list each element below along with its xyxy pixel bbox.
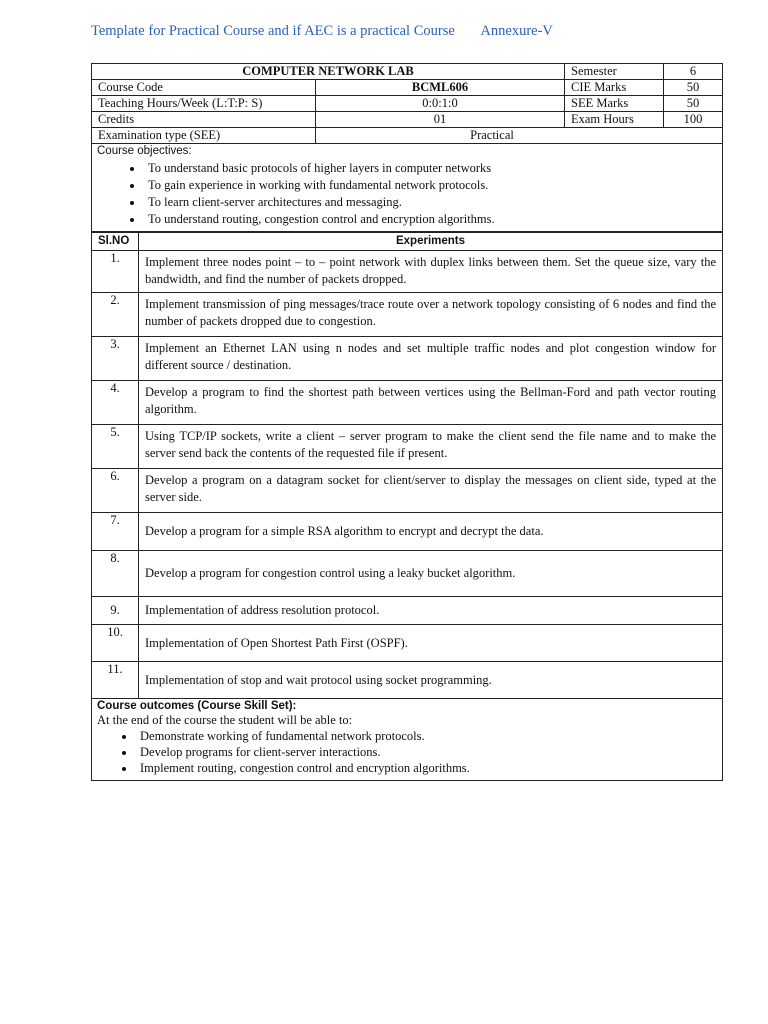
- annexure-label: Annexure-V: [480, 23, 553, 39]
- row-number: 1.: [92, 251, 139, 293]
- course-code-value: BCML606: [316, 80, 565, 96]
- course-code-label: Course Code: [92, 80, 316, 96]
- see-marks-value: 50: [664, 96, 723, 112]
- see-marks-label: SEE Marks: [565, 96, 664, 112]
- outcomes-list: [92, 728, 722, 776]
- outcomes-title: Course outcomes (Course Skill Set):: [97, 700, 297, 712]
- template-title: Template for Practical Course and if AEC is a practical Course: [91, 23, 455, 39]
- row-number: 5.: [92, 425, 139, 469]
- exam-type-label: Examination type (SEE): [92, 128, 316, 144]
- experiments-table: [91, 232, 723, 699]
- table-row: [92, 293, 723, 337]
- cie-marks-value: 50: [664, 80, 723, 96]
- table-row: [92, 625, 723, 662]
- objectives-list: [92, 160, 722, 228]
- experiment-text: Implementation of stop and wait protocol using socket programming.: [139, 662, 723, 699]
- row-number: 9.: [92, 597, 139, 625]
- row-number: 11.: [92, 662, 139, 699]
- outcomes-intro: At the end of the course the student will be able to:: [97, 713, 353, 727]
- table-row: [92, 425, 723, 469]
- exam-type-value: Practical: [316, 128, 723, 144]
- semester-value: 6: [664, 64, 723, 80]
- row-number: 10.: [92, 625, 139, 662]
- outcome-item: • Develop programs for client-server interactions.: [136, 744, 722, 760]
- table-row: [92, 662, 723, 699]
- outcome-item: • Implement routing, congestion control and encryption algorithms.: [136, 760, 722, 776]
- experiments-header: Experiments: [139, 233, 723, 251]
- experiment-text: Implementation of address resolution protocol.: [139, 597, 723, 625]
- teaching-hours-value: 0:0:1:0: [316, 96, 565, 112]
- teaching-hours-label: Teaching Hours/Week (L:T:P: S): [92, 96, 316, 112]
- objective-item: • To learn client-server architectures and messaging.: [144, 194, 722, 211]
- table-row: [92, 551, 723, 597]
- course-info-table: [91, 63, 723, 144]
- table-row: [92, 337, 723, 381]
- experiment-text: Using TCP/IP sockets, write a client – server program to make the client send the file name and to make the server send back the contents of the requested file if present.: [139, 425, 723, 469]
- table-row: [92, 513, 723, 551]
- credits-label: Credits: [92, 112, 316, 128]
- row-number: 7.: [92, 513, 139, 551]
- semester-label: Semester: [565, 64, 664, 80]
- row-number: 2.: [92, 293, 139, 337]
- course-outcomes: [91, 698, 723, 781]
- sno-header: Sl.NO: [92, 233, 139, 251]
- row-number: 3.: [92, 337, 139, 381]
- exam-hours-label: Exam Hours: [565, 112, 664, 128]
- table-row: [92, 251, 723, 293]
- experiment-text: Develop a program for congestion control using a leaky bucket algorithm.: [139, 551, 723, 597]
- table-row: [92, 381, 723, 425]
- experiment-text: Develop a program to find the shortest path between vertices using the Bellman-Ford and path vector routing algorithm.: [139, 381, 723, 425]
- experiment-text: Implementation of Open Shortest Path First (OSPF).: [139, 625, 723, 662]
- exam-hours-value: 100: [664, 112, 723, 128]
- table-row: [92, 597, 723, 625]
- credits-value: 01: [316, 112, 565, 128]
- objectives-title: Course objectives:: [97, 145, 192, 157]
- experiment-text: Develop a program on a datagram socket for client/server to display the messages on client side, typed at the server side.: [139, 469, 723, 513]
- experiment-text: Implement three nodes point – to – point network with duplex links between them. Set the queue size, vary the bandwidth, and find the number of packets dropped.: [139, 251, 723, 293]
- course-name: COMPUTER NETWORK LAB: [92, 64, 565, 80]
- row-number: 4.: [92, 381, 139, 425]
- experiment-text: Develop a program for a simple RSA algorithm to encrypt and decrypt the data.: [139, 513, 723, 551]
- objective-item: • To understand basic protocols of higher layers in computer networks: [144, 160, 722, 177]
- table-row: [92, 469, 723, 513]
- cie-marks-label: CIE Marks: [565, 80, 664, 96]
- experiment-text: Implement an Ethernet LAN using n nodes and set multiple traffic nodes and plot congestion window for different source / destination.: [139, 337, 723, 381]
- row-number: 6.: [92, 469, 139, 513]
- page-header: [91, 23, 553, 40]
- row-number: 8.: [92, 551, 139, 597]
- course-objectives: [91, 143, 723, 232]
- experiment-text: Implement transmission of ping messages/trace route over a network topology consisting of 6 nodes and find the number of packets dropped due to congestion.: [139, 293, 723, 337]
- objective-item: • To gain experience in working with fundamental network protocols.: [144, 177, 722, 194]
- outcome-item: • Demonstrate working of fundamental network protocols.: [136, 728, 722, 744]
- objective-item: • To understand routing, congestion control and encryption algorithms.: [144, 211, 722, 228]
